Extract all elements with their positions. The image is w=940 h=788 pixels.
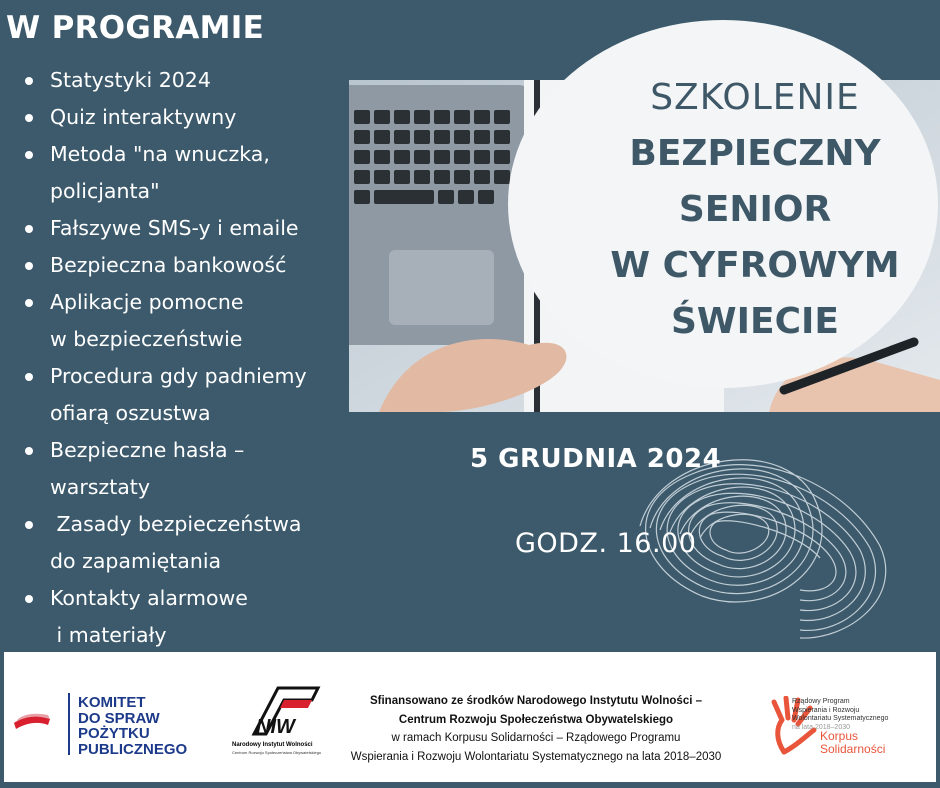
- korpus-line: na lata 2018–2030: [792, 723, 850, 731]
- agenda-item: [22, 358, 352, 432]
- korpus-line: Wolontariatu Systematycznego: [792, 715, 889, 722]
- logo-divider: [68, 693, 70, 755]
- komitet-text: [78, 695, 187, 757]
- agenda-item-text: w bezpieczeństwie: [50, 327, 243, 351]
- agenda-item-text: Aplikacje pomocne: [50, 290, 244, 314]
- title-line: ŚWIECIE: [670, 301, 840, 342]
- agenda-item-text: Zasady bezpieczeństwa: [50, 512, 302, 536]
- komitet-logo: [12, 687, 202, 757]
- agenda-item-text: Quiz interaktywny: [50, 105, 237, 129]
- title-line: SENIOR: [678, 189, 832, 230]
- agenda-item-text: Bezpieczne hasła –: [50, 438, 245, 462]
- korpus-name: [820, 730, 885, 756]
- agenda-item-text: Metoda "na wnuczka,: [50, 142, 270, 166]
- agenda-item-text: Kontakty alarmowe: [50, 586, 248, 610]
- komitet-line: PUBLICZNEGO: [78, 740, 188, 758]
- polish-flag-icon: [12, 711, 52, 733]
- niw-logo: [232, 684, 332, 764]
- korpus-solidarnosci-logo: [766, 688, 926, 768]
- funding-line: Sfinansowano ze środków Narodowego Instytutu Wolności –: [369, 695, 703, 707]
- funding-line: w ramach Korpusu Solidarności – Rządowego Programu: [391, 732, 681, 744]
- komitet-line: DO SPRAW: [78, 709, 160, 727]
- agenda-item-text: Statystyki 2024: [50, 68, 211, 92]
- agenda-item: [22, 284, 352, 358]
- agenda-item: [22, 247, 352, 284]
- agenda-item: [22, 506, 352, 580]
- title-line: W CYFROWYM: [610, 245, 900, 286]
- agenda-item-text: Fałszywe SMS-y i emaile: [50, 216, 299, 240]
- agenda-item-text: i materiały: [50, 623, 167, 647]
- niw-logo-text: NIW: [256, 716, 295, 738]
- komitet-line: POŻYTKU: [78, 725, 150, 742]
- agenda-item-text: ofiarą oszustwa: [50, 401, 211, 425]
- niw-name: Narodowy Instytut Wolności: [232, 742, 313, 748]
- agenda-item: [22, 136, 352, 210]
- korpus-program-text: [792, 698, 888, 732]
- agenda-item-text: policjanta": [50, 179, 160, 203]
- komitet-line: KOMITET: [78, 694, 146, 711]
- agenda-item: [22, 210, 352, 247]
- title-line: BEZPIECZNY: [629, 133, 881, 174]
- event-time: GODZ. 16.00: [515, 528, 697, 559]
- agenda-list: [22, 62, 352, 654]
- funding-line: Wspierania i Rozwoju Wolontariatu Systematycznego na lata 2018–2030: [350, 750, 722, 763]
- agenda-item-text: warsztaty: [50, 475, 150, 499]
- agenda-item-text: Bezpieczna bankowość: [50, 253, 287, 277]
- korpus-line: Wspierania i Rozwoju: [792, 706, 860, 714]
- title-line: SZKOLENIE: [650, 77, 860, 118]
- agenda-item: [22, 62, 352, 99]
- program-heading: W PROGRAMIE: [6, 10, 265, 46]
- event-title: [560, 70, 940, 350]
- agenda-item: [22, 99, 352, 136]
- agenda-item-text: do zapamiętania: [50, 549, 222, 573]
- sponsor-footer: [4, 652, 936, 782]
- agenda-item: [22, 432, 352, 506]
- funding-statement: [336, 692, 736, 766]
- agenda-item-text: Procedura gdy padniemy: [50, 364, 307, 388]
- korpus-name-line: Korpus: [820, 729, 859, 743]
- agenda-item: [22, 580, 352, 654]
- funding-line: Centrum Rozwoju Społeczeństwa Obywatelskiego: [398, 713, 674, 726]
- korpus-line: Rządowy Program: [792, 698, 850, 705]
- niw-subtitle: Centrum Rozwoju Społeczeństwa Obywatelskiego: [232, 750, 322, 755]
- event-date: 5 GRUDNIA 2024: [470, 444, 722, 474]
- korpus-name-line: Solidarności: [820, 742, 886, 756]
- niw-emblem-icon: [232, 684, 322, 739]
